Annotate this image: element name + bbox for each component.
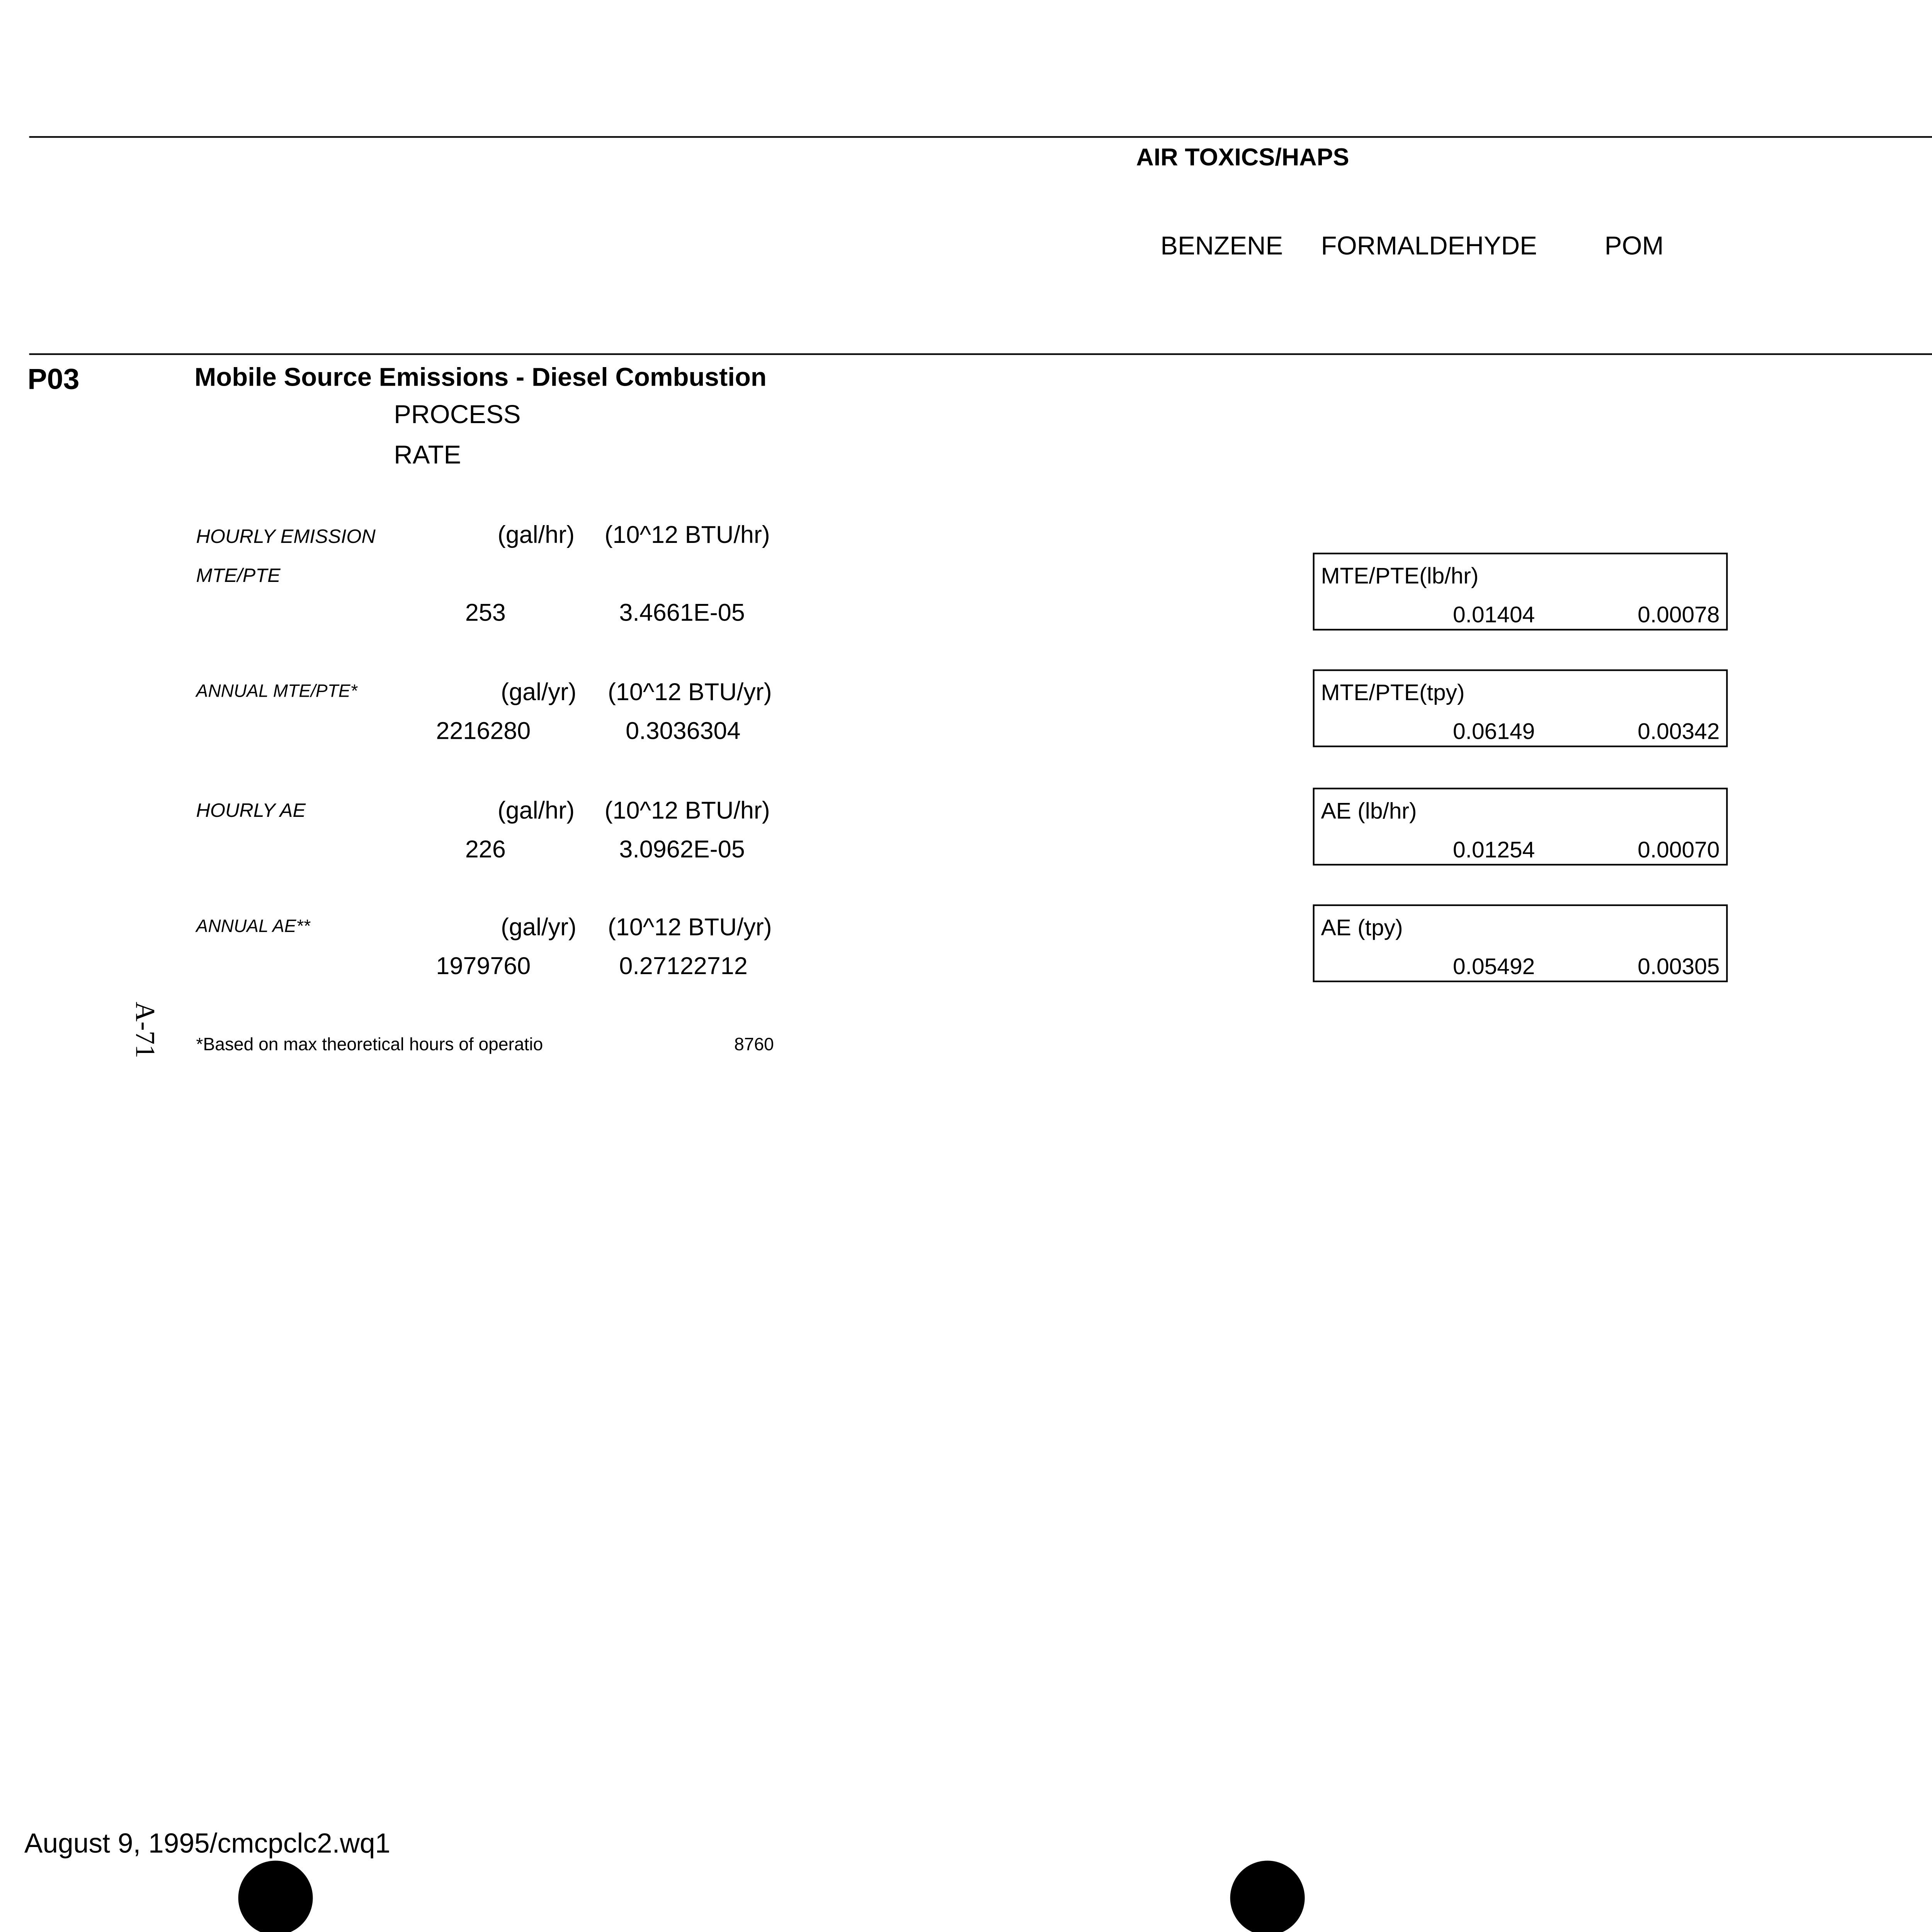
result-value-benzene: 0.06149 <box>1452 718 1535 744</box>
row-value-energy: 3.4661E-05 <box>619 599 745 628</box>
row-unit-energy: (10^12 BTU/hr) <box>604 797 770 825</box>
result-box-ae-tpy <box>1313 905 1728 982</box>
result-value-formaldehyde: 0.00342 <box>1638 718 1720 744</box>
result-value-benzene: 0.05492 <box>1452 953 1535 979</box>
punch-hole-center <box>1230 1861 1305 1932</box>
header-title: AIR TOXICS/HAPS <box>1136 144 1349 172</box>
column-header-pom: POM <box>1604 233 1664 261</box>
row-unit-fuel: (gal/hr) <box>497 797 575 825</box>
result-value-benzene: 0.01254 <box>1452 836 1535 862</box>
row-unit-fuel: (gal/yr) <box>501 914 577 942</box>
row-value-energy: 3.0962E-05 <box>619 836 745 864</box>
result-value-formaldehyde: 0.00070 <box>1638 836 1720 862</box>
result-box-label: MTE/PTE(tpy) <box>1321 679 1465 705</box>
row-label: ANNUAL MTE/PTE* <box>196 682 357 702</box>
section-code: P03 <box>27 363 80 396</box>
row-label-sub: MTE/PTE <box>196 564 281 587</box>
rate-label: RATE <box>394 442 461 470</box>
row-label: HOURLY AE <box>196 799 306 822</box>
process-label: PROCESS <box>394 402 521 430</box>
row-value-energy: 0.3036304 <box>626 718 741 746</box>
footnote-text: *Based on max theoretical hours of operatio <box>196 1036 543 1055</box>
row-value-fuel: 1979760 <box>436 953 531 981</box>
result-box-mte-tpy <box>1313 669 1728 747</box>
row-label: HOURLY EMISSION <box>196 525 376 548</box>
punch-hole-left <box>238 1861 313 1932</box>
result-value-benzene: 0.01404 <box>1452 601 1535 628</box>
section-title: Mobile Source Emissions - Diesel Combustion <box>194 364 767 393</box>
row-value-fuel: 253 <box>465 599 506 628</box>
footer-date-filename: August 9, 1995/cmcpclc2.wq1 <box>24 1828 391 1859</box>
row-unit-fuel: (gal/yr) <box>501 679 577 707</box>
column-header-benzene: BENZENE <box>1160 233 1283 261</box>
row-value-fuel: 226 <box>465 836 506 864</box>
top-rule <box>29 136 1932 138</box>
result-box-label: AE (lb/hr) <box>1321 797 1417 823</box>
result-box-mte-lbhr <box>1313 553 1728 630</box>
result-box-ae-lbhr <box>1313 788 1728 866</box>
page-number: A-71 <box>129 1002 161 1058</box>
row-unit-energy: (10^12 BTU/hr) <box>604 522 770 549</box>
row-unit-energy: (10^12 BTU/yr) <box>607 914 772 942</box>
column-header-formaldehyde: FORMALDEHYDE <box>1321 233 1537 261</box>
row-value-fuel: 2216280 <box>436 718 531 746</box>
row-label: ANNUAL AE** <box>196 917 310 937</box>
section-rule <box>29 353 1932 355</box>
row-value-energy: 0.27122712 <box>619 953 748 981</box>
result-box-label: MTE/PTE(lb/hr) <box>1321 562 1479 588</box>
footnote-hours: 8760 <box>734 1036 774 1055</box>
row-unit-energy: (10^12 BTU/yr) <box>607 679 772 707</box>
result-value-formaldehyde: 0.00305 <box>1638 953 1720 979</box>
result-box-label: AE (tpy) <box>1321 914 1403 940</box>
result-value-formaldehyde: 0.00078 <box>1638 601 1720 628</box>
row-unit-fuel: (gal/hr) <box>497 522 575 549</box>
